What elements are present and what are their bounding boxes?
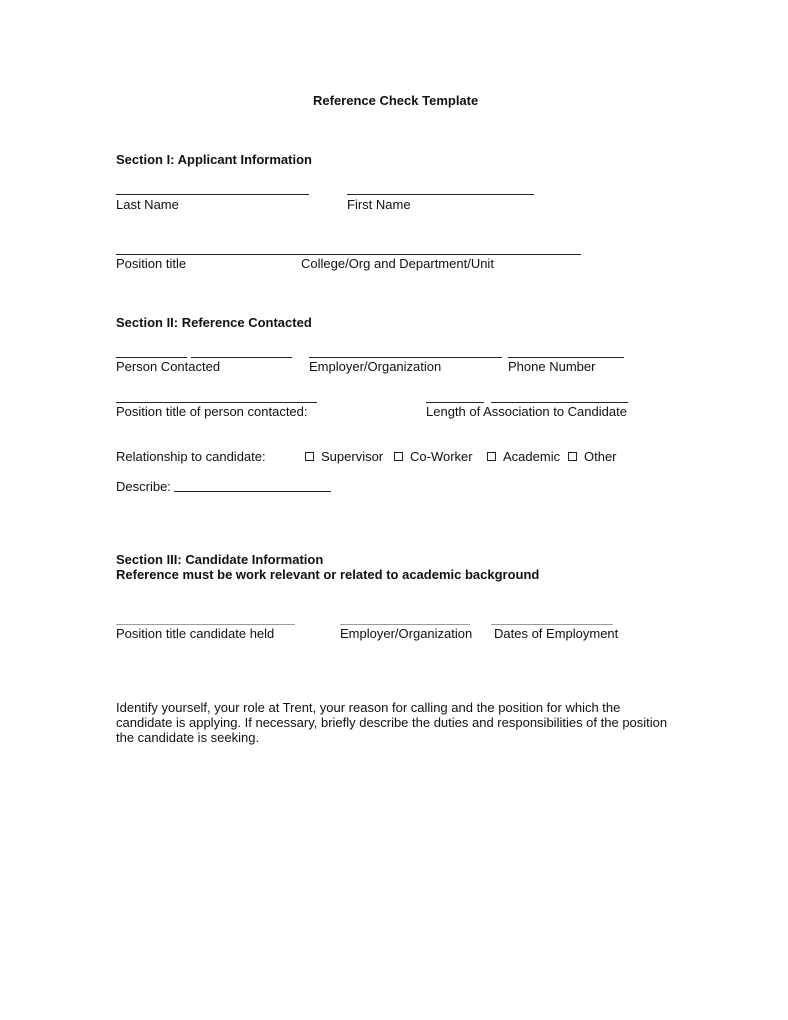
instructions-line: candidate is applying. If necessary, briefly describe the duties and responsibilities of the position [116, 715, 668, 730]
other-label: Other [584, 449, 617, 464]
page-title: Reference Check Template [313, 93, 479, 108]
academic-checkbox[interactable] [487, 449, 560, 464]
instructions-line: the candidate is seeking. [116, 730, 260, 745]
length-line-2[interactable] [491, 402, 628, 403]
section-3-subheading: Reference must be work relevant or related to academic background [116, 567, 540, 582]
position-dept-line[interactable] [116, 254, 581, 255]
employer-line-3[interactable] [340, 624, 470, 625]
checkbox-icon [394, 452, 403, 461]
person-contacted-label: Person Contacted [116, 359, 221, 374]
section-2-heading: Section II: Reference Contacted [116, 315, 312, 330]
phone-line[interactable] [508, 357, 624, 358]
position-contacted-label: Position title of person contacted: [116, 404, 308, 419]
length-line-1[interactable] [426, 402, 484, 403]
last-name-line[interactable] [116, 194, 309, 195]
describe-label: Describe: [116, 479, 171, 494]
position-held-line[interactable] [116, 624, 295, 625]
coworker-label: Co-Worker [410, 449, 473, 464]
college-dept-label: College/Org and Department/Unit [301, 256, 494, 271]
length-association-label: Length of Association to Candidate [426, 404, 627, 419]
other-checkbox[interactable] [568, 449, 617, 464]
position-contacted-line[interactable] [116, 402, 317, 403]
instructions-paragraph [116, 700, 676, 745]
dates-employment-label: Dates of Employment [494, 626, 619, 641]
employer-line[interactable] [309, 357, 502, 358]
checkbox-icon [487, 452, 496, 461]
dates-line[interactable] [491, 624, 613, 625]
employer-label: Employer/Organization [309, 359, 442, 374]
supervisor-label: Supervisor [321, 449, 384, 464]
employer-label-3: Employer/Organization [340, 626, 473, 641]
position-held-label: Position title candidate held [116, 626, 275, 641]
checkbox-icon [568, 452, 577, 461]
instructions-line: Identify yourself, your role at Trent, your reason for calling and the position for which the [116, 700, 621, 715]
person-contacted-line-2[interactable] [191, 357, 292, 358]
last-name-label: Last Name [116, 197, 179, 212]
first-name-label: First Name [347, 197, 411, 212]
person-contacted-line-1[interactable] [116, 357, 187, 358]
position-title-label: Position title [116, 256, 187, 271]
academic-label: Academic [503, 449, 561, 464]
supervisor-checkbox[interactable] [305, 449, 383, 464]
section-1-heading: Section I: Applicant Information [116, 152, 312, 167]
first-name-line[interactable] [347, 194, 534, 195]
checkbox-icon [305, 452, 314, 461]
relationship-label: Relationship to candidate: [116, 449, 266, 464]
section-3-heading: Section III: Candidate Information [116, 552, 324, 567]
describe-line[interactable] [174, 491, 331, 492]
phone-label: Phone Number [508, 359, 596, 374]
coworker-checkbox[interactable] [394, 449, 473, 464]
